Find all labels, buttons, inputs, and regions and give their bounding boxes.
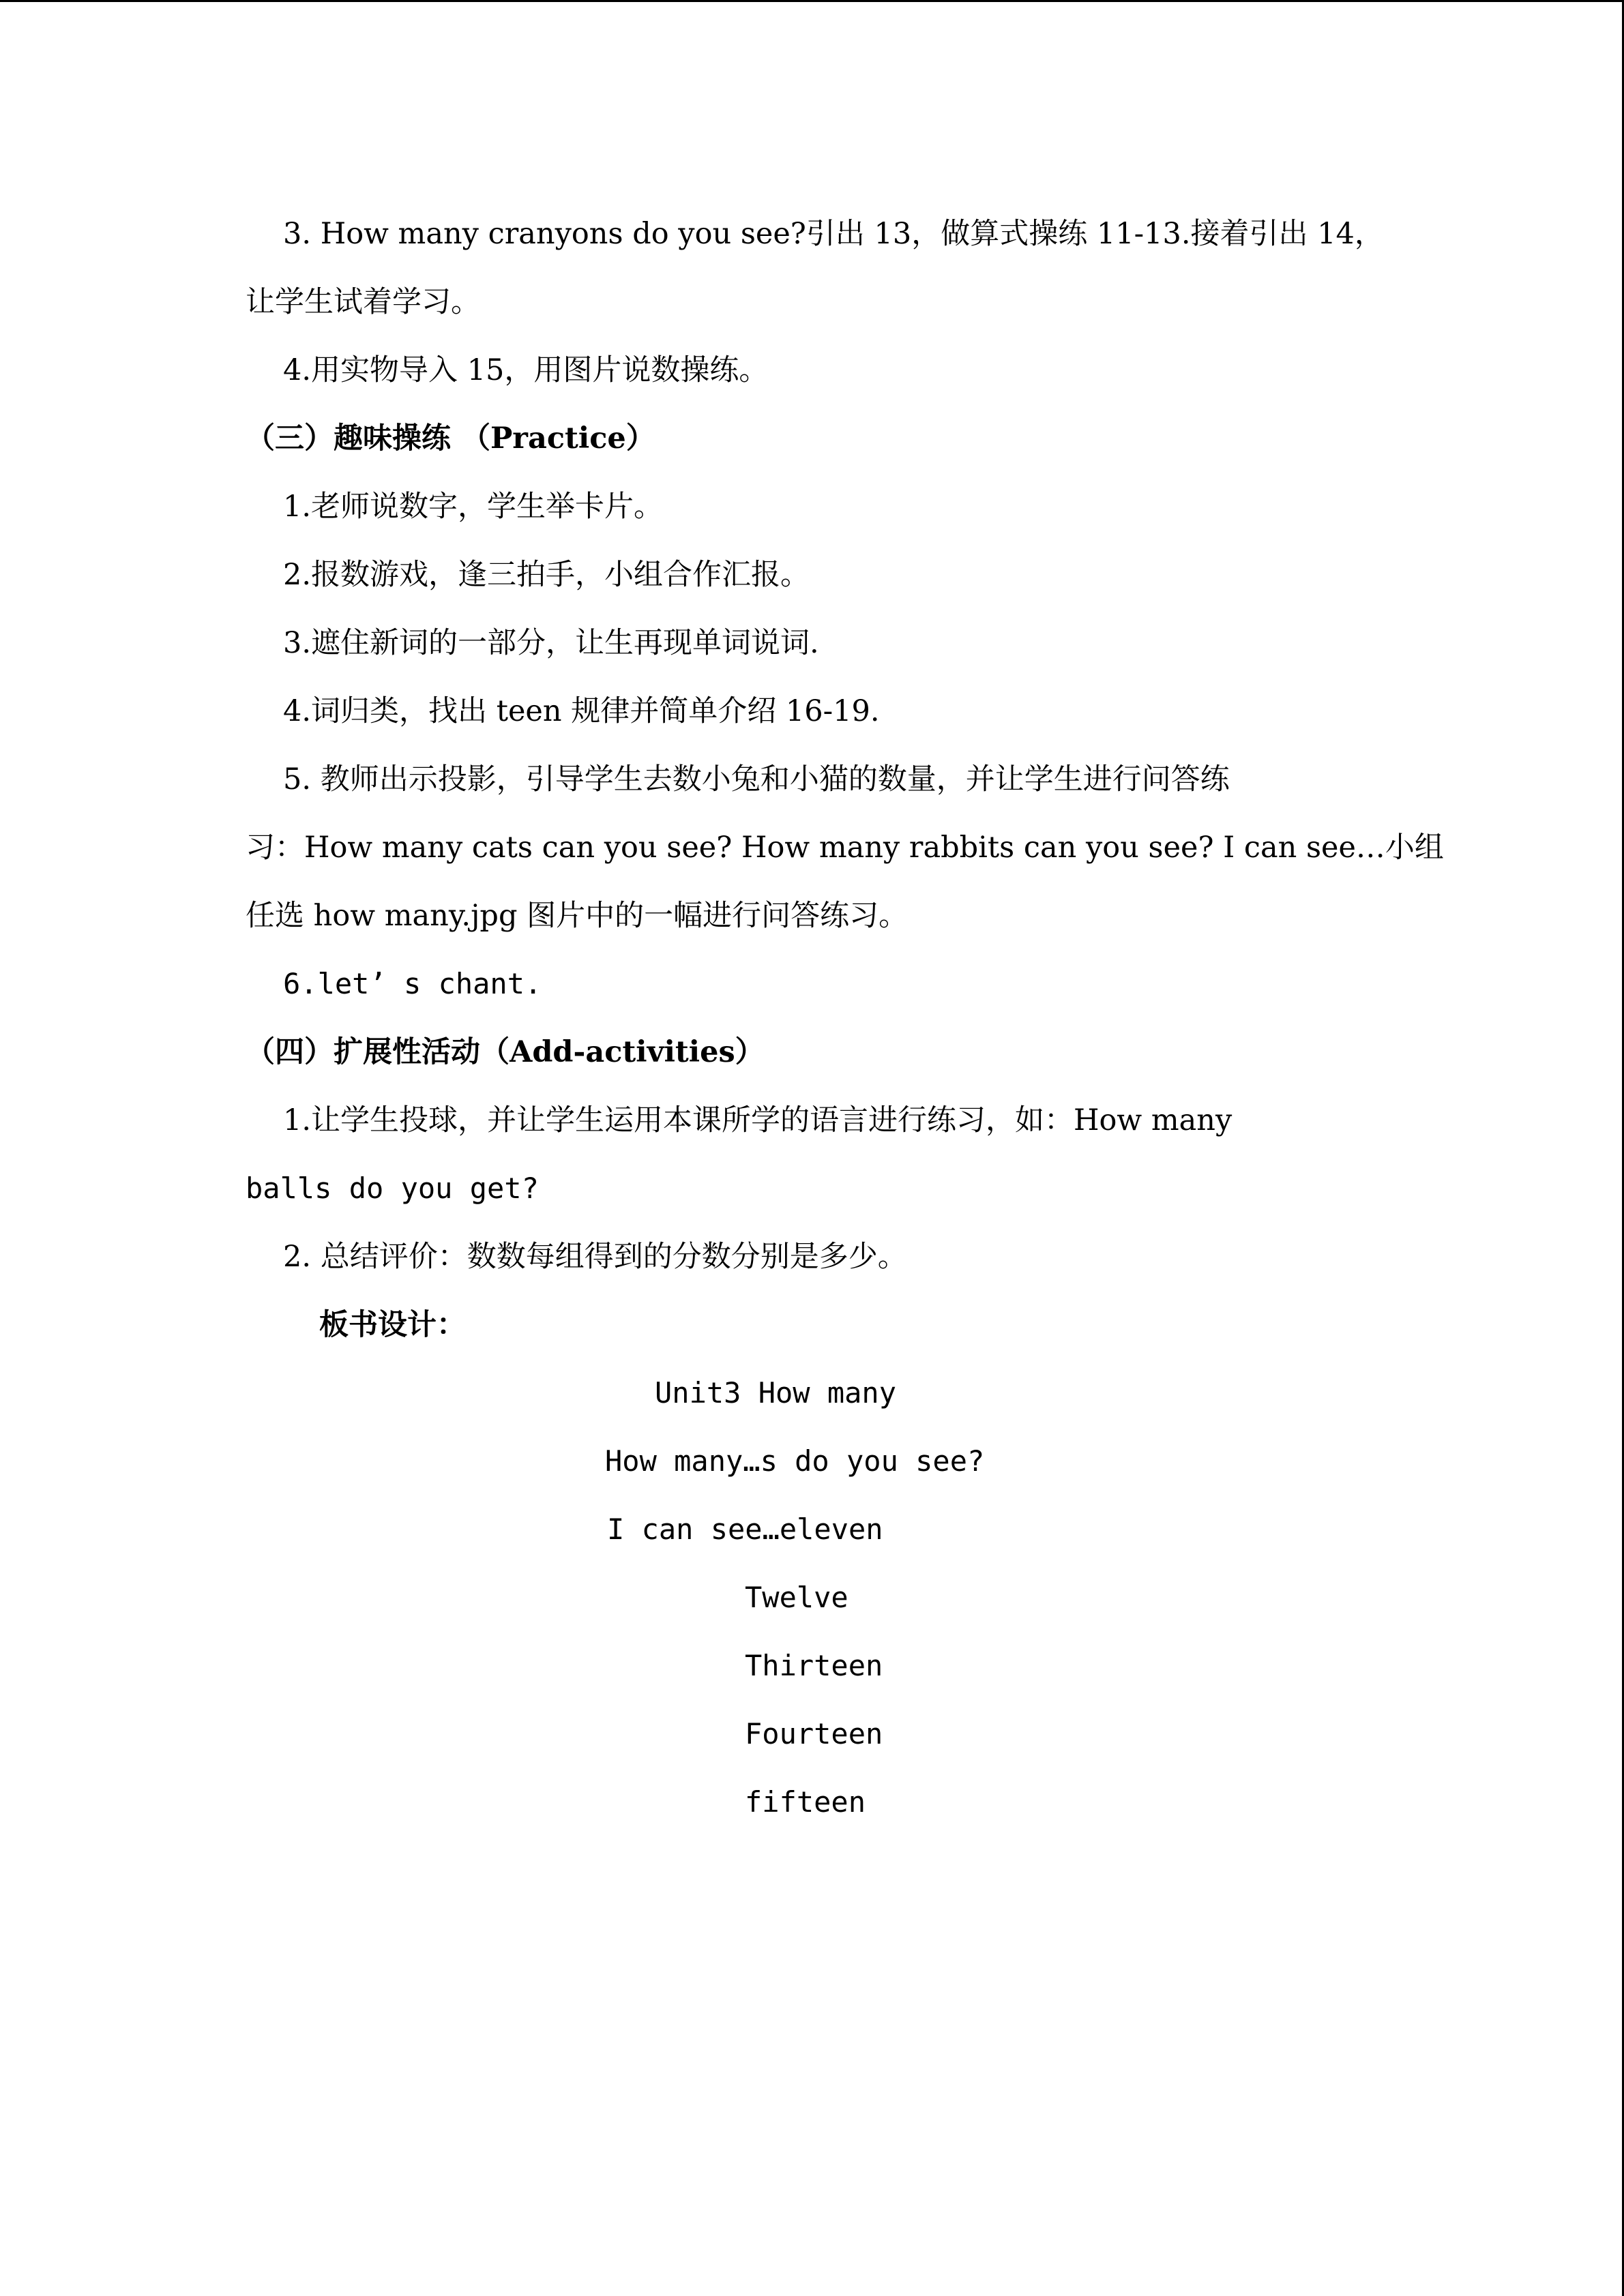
section-3-item-1: 1.老师说数字，学生举卡片。 (283, 490, 664, 524)
section-3-heading: （三）趣味操练 （Practice） (246, 421, 655, 456)
board-word-thirteen: Thirteen (745, 1649, 883, 1682)
paragraph-3-line-1: 3. How many cranyons do you see?引出 13，做算式操练 11-13.接着引出 14， (283, 217, 1384, 251)
paragraph-4: 4.用实物导入 15，用图片说数操练。 (283, 353, 769, 387)
board-design-heading: 板书设计： (319, 1308, 466, 1342)
section-3-item-6: 6.let’ s chant. (283, 967, 542, 1000)
board-word-twelve: Twelve (745, 1581, 848, 1614)
board-question: How many…s do you see? (605, 1444, 985, 1478)
section-4-item-2: 2. 总结评价：数数每组得到的分数分别是多少。 (283, 1240, 907, 1274)
section-3-item-3: 3.遮住新词的一部分，让生再现单词说词. (283, 626, 819, 660)
section-3-item-5-line-3: 任选 how many.jpg 图片中的一幅进行问答练习。 (246, 899, 909, 933)
section-4-item-1-line-2: balls do you get? (246, 1172, 539, 1205)
board-title: Unit3 How many (655, 1376, 897, 1410)
section-3-item-5-line-2: 习：How many cats can you see? How many rabbits can you see? I can see…小组 (246, 831, 1444, 865)
section-4-heading: （四）扩展性活动（Add-activities） (246, 1035, 765, 1069)
paragraph-3-line-2: 让学生试着学习。 (246, 285, 480, 319)
section-4-item-1-line-1: 1.让学生投球，并让学生运用本课所学的语言进行练习，如：How many (283, 1103, 1232, 1137)
section-3-item-4: 4.词归类，找出 teen 规律并简单介绍 16-19. (283, 694, 880, 728)
board-word-fifteen: fifteen (745, 1785, 866, 1819)
section-3-item-2: 2.报数游戏，逢三拍手，小组合作汇报。 (283, 558, 810, 592)
board-word-fourteen: Fourteen (745, 1717, 883, 1750)
section-3-item-5-line-1: 5. 教师出示投影，引导学生去数小兔和小猫的数量，并让学生进行问答练 (283, 762, 1230, 796)
board-answer: I can see…eleven (607, 1512, 883, 1546)
